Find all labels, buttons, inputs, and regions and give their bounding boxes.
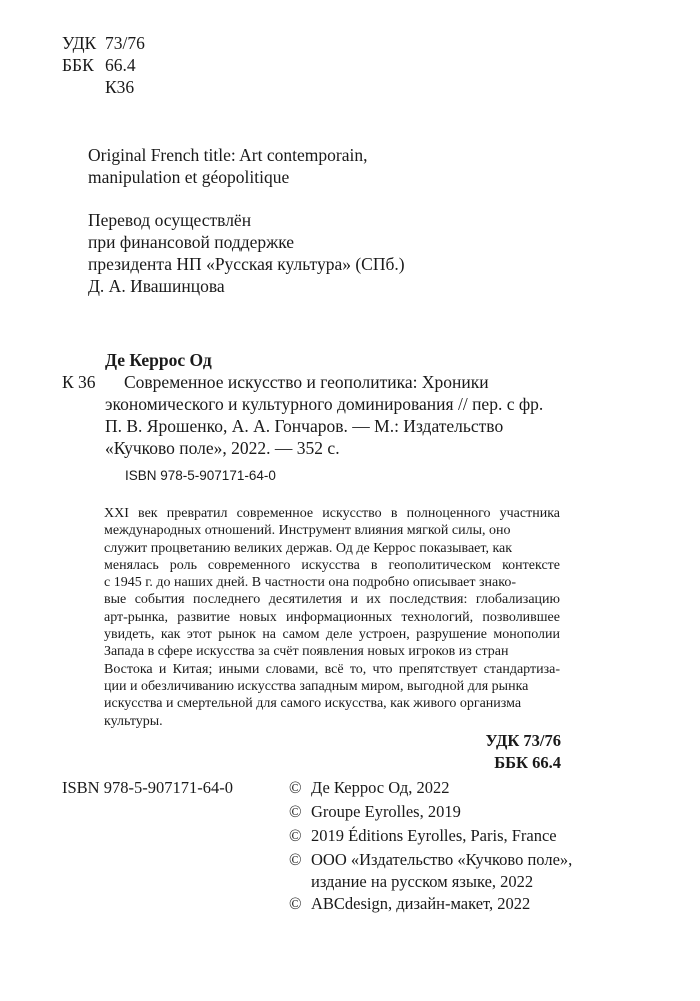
copyright-entry [289,777,572,801]
translation-note-line: при финансовой поддержке [88,232,295,252]
bibliographic-isbn: ISBN 978-5-907171-64-0 [125,468,276,483]
copyright-text [311,849,572,893]
copyright-text: 2019 Éditions Eyrolles, Paris, France [311,826,557,845]
annotation-line: увидеть, как этот рынок на самом деле устроен, разрушение монополии [104,627,560,643]
copyright-entry [289,893,572,917]
annotation-line: с 1945 г. до наших дней. В частности она подробно описывает знако- [104,575,516,591]
bbk-label: ББК [62,55,94,75]
annotation [104,505,560,730]
annotation-line: XXI век превратил современное искусство в полноценного участника [104,506,560,521]
original-title-line: Original French title: Art contemporain, [88,145,368,165]
udk-label: УДК [62,33,97,53]
copyright-text: ABCdesign, дизайн-макет, 2022 [311,894,531,913]
translation-note-line: Перевод осуществлён [88,210,252,230]
copyright-entry [289,849,572,893]
copyright-entry [289,801,572,825]
copyright-text: Де Керрос Од, 2022 [311,778,450,797]
annotation-bbk: ББК 66.4 [494,753,561,772]
author-sign: К36 [105,77,135,97]
bibliographic-line: П. В. Ярошенко, А. А. Гончаров. — М.: Издательство [105,416,504,436]
translation-note [88,209,405,297]
annotation-line: ции и обезличиванию искусства западным миром, выгодной для рынка [104,678,529,694]
annotation-line: Запада в сфере искусства за счёт появления новых игроков из стран [104,644,509,660]
annotation-line: искусства и смертельной для самого искусства, как живого организма [104,696,522,712]
annotation-line: служит процветанию великих держав. Од де Керрос показывает, как [104,540,513,556]
copyright-icon: © [289,778,302,797]
copyright-entry [289,825,572,849]
udk-value: 73/76 [105,33,145,53]
annotation-line: менялась роль современного искусства в геополитическом контексте [104,557,560,573]
original-title-line: manipulation et géopolitique [88,167,290,187]
annotation-line: вые события последнего десятилетия и их последствия: глобализацию [104,592,560,608]
copyright-icon: © [289,850,302,869]
bibliographic-line: Современное искусство и геополитика: Хроники [124,372,489,392]
footer-isbn: ISBN 978-5-907171-64-0 [62,778,233,797]
bibliographic-line: экономического и культурного доминирования // пер. с фр. [105,394,544,414]
bibliographic-line: «Кучково поле», 2022. — 352 с. [105,438,340,458]
bibliographic-code: К 36 [62,372,96,392]
annotation-line: арт-рынка, развитие новых информационных технологий, позволившее [104,609,560,625]
copyright-text: Groupe Eyrolles, 2019 [311,802,461,821]
annotation-line: Востока и Китая; иными словами, всё то, что препятствует стандартиза- [104,661,560,677]
copyright-icon: © [289,826,302,845]
copyright-text-line: ООО «Издательство «Кучково поле», [311,850,573,869]
translation-note-line: президента НП «Русская культура» (СПб.) [88,254,405,274]
annotation-udk: УДК 73/76 [485,731,561,750]
bbk-value: 66.4 [105,55,136,75]
bibliographic-description [105,371,560,459]
bibliographic-author: Де Керрос Од [105,350,212,370]
translation-note-line: Д. А. Ивашинцова [88,276,225,296]
copyright-icon: © [289,894,302,913]
copyright-icon: © [289,802,302,821]
annotation-line: международных отношений. Инструмент влияния мягкой силы, оно [104,523,511,539]
annotation-line: культуры. [104,713,163,729]
copyright-list [289,777,572,917]
copyright-text-line: издание на русском языке, 2022 [311,871,534,891]
original-title [88,144,367,188]
